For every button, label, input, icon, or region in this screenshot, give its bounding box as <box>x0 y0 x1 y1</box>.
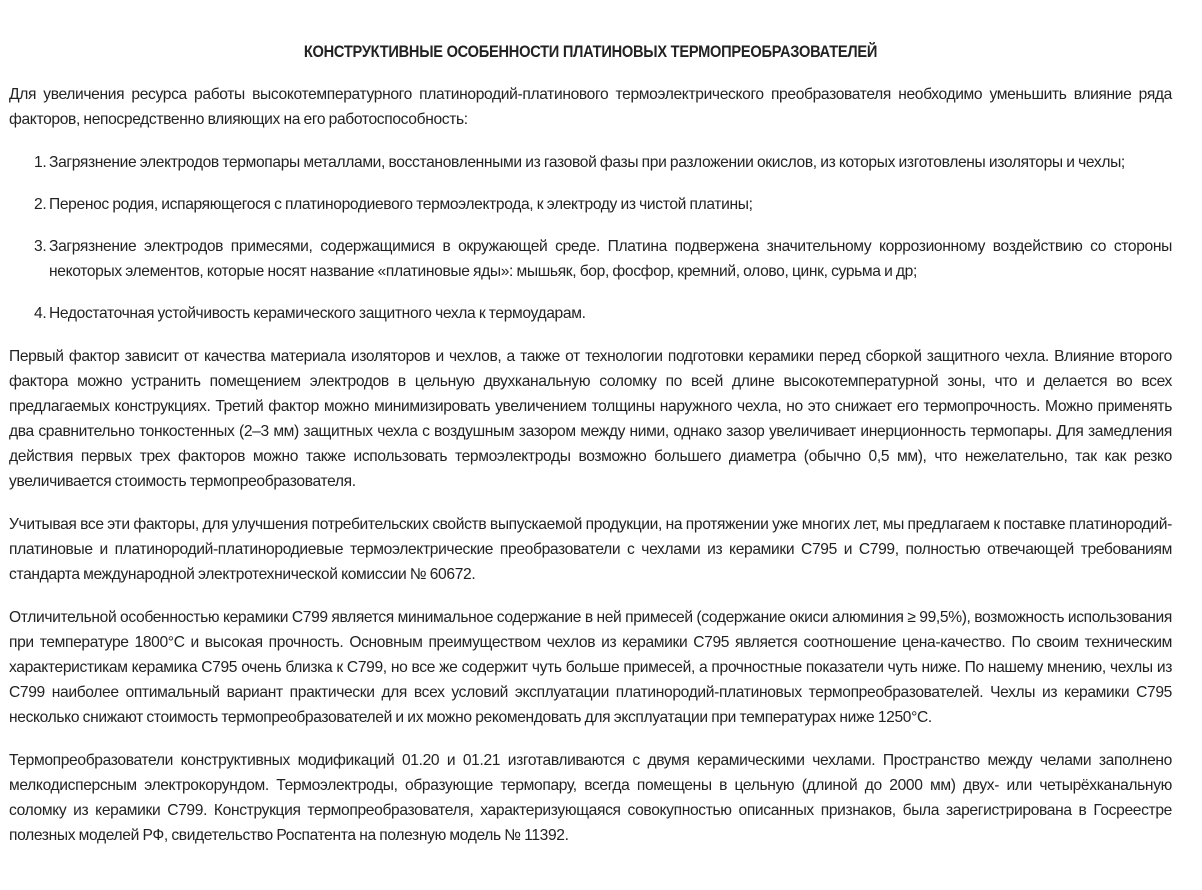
intro-paragraph: Для увеличения ресурса работы высокотемпературного платинородий-платинового термоэлектрического преобразователя необходимо уменьшить влияние ряда факторов, непосредственно влияющих на его работоспособность: <box>9 86 1172 128</box>
list-item-number: 3. <box>34 238 47 255</box>
factors-list <box>9 150 1172 326</box>
paragraph-offer: Учитывая все эти факторы, для улучшения потребительских свойств выпускаемой продукции, на протяжении уже многих лет, мы предлагаем к поставке платинородий-платиновые и платинородий-платинородиевые термоэлектрические преобразователи с чехлами из керамики С795 и С799, полностью отвечающей требованиям стандарта международной электротехнической комиссии № 60672. <box>9 516 1172 583</box>
list-item-text: Загрязнение электродов примесями, содержащимися в окружающей среде. Платина подвержена значительному коррозионному воздействию со стороны некоторых элементов, которые носят название «платиновые яды»: мышьяк, бор, фосфор, кремний, олово, цинк, сурьма и др; <box>49 238 1172 280</box>
list-item <box>9 150 1172 175</box>
list-item <box>9 234 1172 284</box>
list-item-text: Перенос родия, испаряющегося с платинородиевого термоэлектрода, к электроду из чистой платины; <box>49 196 753 213</box>
list-item-text: Недостаточная устойчивость керамического защитного чехла к термоударам. <box>49 305 586 322</box>
list-item-text: Загрязнение электродов термопары металлами, восстановленными из газовой фазы при разложении окислов, из которых изготовлены изоляторы и чехлы; <box>49 154 1125 171</box>
paragraph-first-factor: Первый фактор зависит от качества материала изоляторов и чехлов, а также от технологии подготовки керамики перед сборкой защитного чехла. Влияние второго фактора можно устранить помещением электродов в цельную двухканальную соломку по всей длине высокотемпературной зоны, что и делается во всех предлагаемых конструкциях. Третий фактор можно минимизировать увеличением толщины наружного чехла, но это снижает его термопрочность. Можно применять два сравнительно тонкостенных (2–3 мм) защитных чехла с воздушным зазором между ними, однако зазор увеличивает инерционность термопары. Для замедления действия первых трех факторов можно также использовать термоэлектроды возможно большего диаметра (обычно 0,5 мм), что нежелательно, так как резко увеличивается стоимость термопреобразователя. <box>9 348 1172 490</box>
paragraph-ceramics: Отличительной особенностью керамики С799 является минимальное содержание в ней примесей (содержание окиси алюминия ≥ 99,5%), возможность использования при температуре 1800°С и высокая прочность. Основным преимуществом чехлов из керамики С795 является соотношение цена-качество. По своим техническим характеристикам керамика С795 очень близка к С799, но все же содержит чуть больше примесей, а прочностные показатели чуть ниже. По нашему мнению, чехлы из С799 наиболее оптимальный вариант практически для всех условий эксплуатации платинородий-платиновых термопреобразователей. Чехлы из керамики С795 несколько снижают стоимость термопреобразователей и их можно рекомендовать для эксплуатации при температурах ниже 1250°С. <box>9 609 1172 726</box>
paragraph-modifications: Термопреобразователи конструктивных модификаций 01.20 и 01.21 изготавливаются с двумя керамическими чехлами. Пространство между челами заполнено мелкодисперсным электрокорундом. Термоэлектроды, образующие термопару, всегда помещены в цельную (длиной до 2000 мм) двух- или четырёхканальную соломку из керамики С799. Конструкция термопреобразователя, характеризующаяся совокупностью описанных признаков, была зарегистрирована в Госреестре полезных моделей РФ, свидетельство Роспатента на полезную модель № 11392. <box>9 752 1172 844</box>
list-item-number: 1. <box>34 154 47 171</box>
list-item <box>9 192 1172 217</box>
list-item-number: 4. <box>34 305 47 322</box>
list-item <box>9 301 1172 326</box>
list-item-number: 2. <box>34 196 47 213</box>
page-title: КОНСТРУКТИВНЫЕ ОСОБЕННОСТИ ПЛАТИНОВЫХ ТЕРМОПРЕОБРАЗОВАТЕЛЕЙ <box>303 42 878 61</box>
